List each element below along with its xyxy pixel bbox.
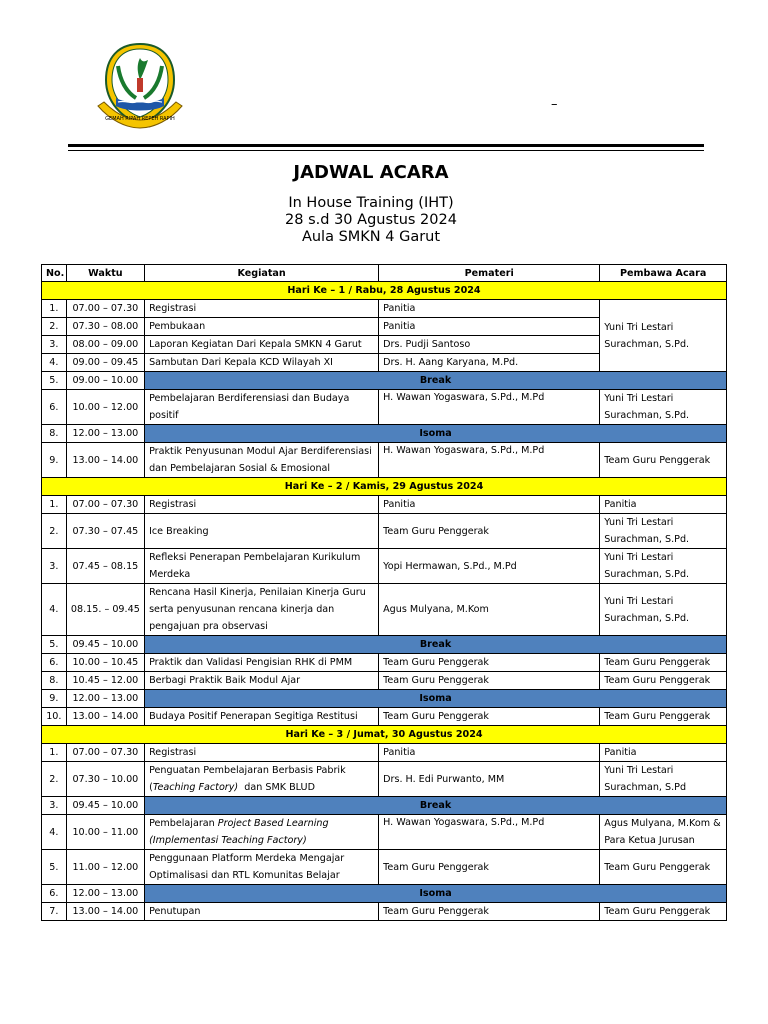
row-no: 5.: [42, 636, 67, 654]
mc-line: Yuni Tri Lestari: [604, 595, 674, 607]
col-header-waktu: Waktu: [66, 265, 144, 282]
mc-line: Surachman, S.Pd: [604, 782, 687, 793]
mc-line: Yuni Tri Lestari: [604, 393, 674, 404]
kegiatan-text: dan SMK BLUD: [238, 782, 315, 793]
kegiatan-text: Pembelajaran: [149, 818, 218, 829]
row-pembawa: [600, 549, 727, 584]
break-row: [42, 885, 727, 903]
row-waktu: 09.00 – 09.45: [66, 354, 144, 372]
day-2-label: Hari Ke – 2 / Kamis, 29 Agustus 2024: [42, 478, 727, 496]
row-no: 7.: [42, 903, 67, 921]
table-row: [42, 549, 727, 584]
day-header-row: [42, 478, 727, 496]
break-row: [42, 372, 727, 390]
mc-line: Yuni Tri Lestari: [604, 517, 674, 528]
break-label: Break: [145, 372, 727, 390]
event-name: In House Training (IHT): [288, 195, 454, 211]
row-pemateri: Panitia: [379, 300, 600, 318]
col-header-kegiatan: Kegiatan: [145, 265, 379, 282]
table-row: [42, 762, 727, 797]
row-kegiatan: [145, 584, 379, 636]
table-row: [42, 903, 727, 921]
row-waktu: 09.00 – 10.00: [66, 372, 144, 390]
row-no: 4.: [42, 584, 67, 636]
mc-line: Yuni Tri Lestari: [604, 552, 674, 563]
row-waktu: 07.45 – 08.15: [66, 549, 144, 584]
row-kegiatan: Penutupan: [145, 903, 379, 921]
mc-line: Yuni Tri Lestari: [604, 321, 674, 333]
row-pemateri: H. Wawan Yogaswara, S.Pd., M.Pd: [379, 815, 600, 850]
mc-line: Surachman, S.Pd.: [604, 338, 690, 350]
table-row: [42, 815, 727, 850]
kegiatan-line: [149, 832, 374, 849]
break-row: [42, 797, 727, 815]
row-waktu: 07.00 – 07.30: [66, 744, 144, 762]
kegiatan-line: pengajuan pra observasi: [149, 621, 268, 632]
break-label: Break: [145, 797, 727, 815]
row-no: 2.: [42, 762, 67, 797]
table-row: [42, 654, 727, 672]
row-kegiatan: Ice Breaking: [145, 514, 379, 549]
header-dash: –: [551, 97, 558, 112]
kegiatan-line: dan Pembelajaran Sosial & Emosional: [149, 463, 331, 474]
row-pembawa: Panitia: [600, 744, 727, 762]
row-pembawa: [600, 815, 727, 850]
row-no: 3.: [42, 336, 67, 354]
row-pemateri: Team Guru Penggerak: [379, 708, 600, 726]
row-pembawa: Team Guru Penggerak: [600, 654, 727, 672]
break-row: [42, 690, 727, 708]
col-header-no: No.: [42, 265, 67, 282]
row-pemateri: Team Guru Penggerak: [379, 514, 600, 549]
row-kegiatan: Registrasi: [145, 496, 379, 514]
table-row: [42, 514, 727, 549]
row-waktu: 11.00 – 12.00: [66, 850, 144, 885]
break-row: [42, 425, 727, 443]
isoma-label: Isoma: [145, 885, 727, 903]
mc-line: Surachman, S.Pd.: [604, 612, 690, 624]
row-no: 1.: [42, 496, 67, 514]
row-pemateri: Drs. Pudji Santoso: [379, 336, 600, 354]
row-pemateri: Panitia: [379, 744, 600, 762]
row-no: 2.: [42, 514, 67, 549]
row-no: 6.: [42, 885, 67, 903]
row-waktu: 13.00 – 14.00: [66, 903, 144, 921]
row-pembawa: Panitia: [600, 496, 727, 514]
table-row: [42, 708, 727, 726]
table-row: [42, 390, 727, 425]
row-no: 5.: [42, 850, 67, 885]
row-waktu: 12.00 – 13.00: [66, 885, 144, 903]
kegiatan-line: Optimalisasi dan RTL Komunitas Belajar: [149, 870, 340, 881]
row-no: 8.: [42, 672, 67, 690]
row-no: 3.: [42, 549, 67, 584]
kegiatan-line: Pembelajaran Berdiferensiasi dan Budaya: [149, 393, 350, 404]
row-no: 10.: [42, 708, 67, 726]
row-kegiatan: Praktik dan Validasi Pengisian RHK di PMM: [145, 654, 379, 672]
kegiatan-line: [149, 815, 374, 832]
row-pembawa: [600, 584, 727, 636]
row-kegiatan: [145, 850, 379, 885]
row-pembawa: Team Guru Penggerak: [600, 903, 727, 921]
row-pemateri: Yopi Hermawan, S.Pd., M.Pd: [379, 549, 600, 584]
row-waktu: 10.45 – 12.00: [66, 672, 144, 690]
row-kegiatan: [145, 549, 379, 584]
schedule-table: [41, 264, 727, 921]
row-no: 8.: [42, 425, 67, 443]
row-kegiatan: [145, 443, 379, 478]
row-no: 6.: [42, 390, 67, 425]
row-pembawa: [600, 762, 727, 797]
table-row: [42, 496, 727, 514]
row-waktu: 09.45 – 10.00: [66, 636, 144, 654]
kegiatan-line: Penguatan Pembelajaran Berbasis Pabrik: [149, 765, 346, 776]
row-kegiatan: Berbagi Praktik Baik Modul Ajar: [145, 672, 379, 690]
row-waktu: 13.00 – 14.00: [66, 708, 144, 726]
col-header-pembawa: Pembawa Acara: [600, 265, 727, 282]
header-rule-thick: [68, 144, 704, 147]
row-pembawa: [600, 514, 727, 549]
row-pemateri: Agus Mulyana, M.Kom: [379, 584, 600, 636]
row-waktu: 07.30 – 10.00: [66, 762, 144, 797]
row-waktu: 13.00 – 14.00: [66, 443, 144, 478]
row-waktu: 10.00 – 10.45: [66, 654, 144, 672]
row-waktu: 08.00 – 09.00: [66, 336, 144, 354]
header-rule-thin: [68, 150, 704, 151]
row-pemateri: Team Guru Penggerak: [379, 850, 600, 885]
row-no: 1.: [42, 300, 67, 318]
row-pembawa: Team Guru Penggerak: [600, 672, 727, 690]
day-3-label: Hari Ke – 3 / Jumat, 30 Agustus 2024: [42, 726, 727, 744]
row-kegiatan: Registrasi: [145, 300, 379, 318]
row-no: 4.: [42, 815, 67, 850]
row-no: 3.: [42, 797, 67, 815]
row-no: 5.: [42, 372, 67, 390]
row-pemateri: Team Guru Penggerak: [379, 654, 600, 672]
row-no: 2.: [42, 318, 67, 336]
break-row: [42, 636, 727, 654]
row-pemateri: Team Guru Penggerak: [379, 903, 600, 921]
row-waktu: 09.45 – 10.00: [66, 797, 144, 815]
col-header-pemateri: Pemateri: [379, 265, 600, 282]
row-waktu: 08.15. – 09.45: [66, 584, 144, 636]
day-1-label: Hari Ke – 1 / Rabu, 28 Agustus 2024: [42, 282, 727, 300]
mc-line: Para Ketua Jurusan: [604, 835, 695, 846]
row-kegiatan: [145, 762, 379, 797]
row-pemateri: Panitia: [379, 496, 600, 514]
mc-line: Surachman, S.Pd.: [604, 410, 690, 421]
table-header-row: [42, 265, 727, 282]
row-waktu: 10.00 – 12.00: [66, 390, 144, 425]
row-kegiatan: Laporan Kegiatan Dari Kepala SMKN 4 Garut: [145, 336, 379, 354]
row-pemateri: Team Guru Penggerak: [379, 672, 600, 690]
mc-line: Surachman, S.Pd.: [604, 569, 690, 580]
kegiatan-line: positif: [149, 410, 179, 421]
row-pembawa: Team Guru Penggerak: [600, 443, 727, 478]
row-kegiatan: Sambutan Dari Kepala KCD Wilayah XI: [145, 354, 379, 372]
kegiatan-line: Praktik Penyusunan Modul Ajar Berdiferensiasi: [149, 446, 372, 457]
row-waktu: 07.00 – 07.30: [66, 496, 144, 514]
table-row: [42, 584, 727, 636]
row-kegiatan: Pembukaan: [145, 318, 379, 336]
row-pembawa: Team Guru Penggerak: [600, 708, 727, 726]
day-header-row: [42, 282, 727, 300]
emblem-motto: GEMAH RIPAH REPEH RAPIH: [105, 116, 175, 122]
row-pemateri: H. Wawan Yogaswara, S.Pd., M.Pd: [379, 443, 600, 478]
page-title: JADWAL ACARA: [293, 162, 449, 183]
kegiatan-line: serta penyusunan rencana kinerja dan: [149, 604, 335, 615]
day-header-row: [42, 726, 727, 744]
table-row: [42, 672, 727, 690]
kegiatan-line: Merdeka: [149, 569, 191, 580]
kegiatan-italic: (Implementasi Teaching Factory): [149, 835, 307, 846]
isoma-label: Isoma: [145, 690, 727, 708]
provincial-emblem-logo: [96, 40, 184, 130]
isoma-label: Isoma: [145, 425, 727, 443]
row-kegiatan: Registrasi: [145, 744, 379, 762]
row-no: 6.: [42, 654, 67, 672]
row-no: 9.: [42, 443, 67, 478]
row-no: 4.: [42, 354, 67, 372]
row-no: 9.: [42, 690, 67, 708]
table-row: [42, 744, 727, 762]
row-waktu: 07.30 – 07.45: [66, 514, 144, 549]
row-kegiatan: [145, 815, 379, 850]
row-pembawa: Team Guru Penggerak: [600, 850, 727, 885]
mc-line: Agus Mulyana, M.Kom &: [604, 818, 721, 829]
kegiatan-line: Rencana Hasil Kinerja, Penilaian Kinerja Guru: [149, 587, 366, 598]
table-row: [42, 300, 727, 318]
row-kegiatan: Budaya Positif Penerapan Segitiga Restitusi: [145, 708, 379, 726]
kegiatan-text: (: [149, 782, 153, 793]
kegiatan-line: Refleksi Penerapan Pembelajaran Kurikulum: [149, 552, 361, 563]
row-kegiatan: [145, 390, 379, 425]
kegiatan-line: Penggunaan Platform Merdeka Mengajar: [149, 853, 345, 864]
row-waktu: 12.00 – 13.00: [66, 425, 144, 443]
event-venue: Aula SMKN 4 Garut: [301, 229, 441, 245]
row-waktu: 07.30 – 08.00: [66, 318, 144, 336]
break-label: Break: [145, 636, 727, 654]
row-pemateri: Drs. H. Aang Karyana, M.Pd.: [379, 354, 600, 372]
row-no: 1.: [42, 744, 67, 762]
row-waktu: 10.00 – 11.00: [66, 815, 144, 850]
row-pemateri: Panitia: [379, 318, 600, 336]
row-pembawa: [600, 390, 727, 425]
row-waktu: 07.00 – 07.30: [66, 300, 144, 318]
table-row: [42, 443, 727, 478]
row-pembawa: [600, 300, 727, 372]
mc-line: Surachman, S.Pd.: [604, 534, 690, 545]
kegiatan-italic: Project Based Learning: [217, 818, 329, 829]
row-waktu: 12.00 – 13.00: [66, 690, 144, 708]
event-dates: 28 s.d 30 Agustus 2024: [285, 212, 457, 228]
mc-line: Yuni Tri Lestari: [604, 765, 674, 776]
kegiatan-italic: Teaching Factory): [152, 782, 239, 793]
row-pemateri: H. Wawan Yogaswara, S.Pd., M.Pd: [379, 390, 600, 425]
kegiatan-line: [149, 779, 374, 796]
row-pemateri: Drs. H. Edi Purwanto, MM: [379, 762, 600, 797]
table-row: [42, 850, 727, 885]
